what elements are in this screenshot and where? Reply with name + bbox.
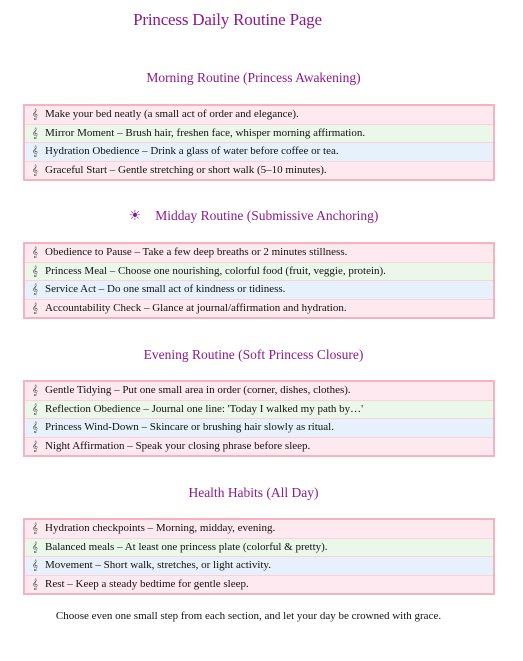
sun-icon: ☀ [128,209,142,224]
evening-routine-list [23,380,495,457]
list-item [25,142,493,161]
music-clef-icon: 𝄞 [32,422,38,433]
list-item [25,106,493,124]
midday-routine-list [23,242,495,319]
section-heading-evening [0,347,507,363]
list-item-text: Hydration checkpoints – Morning, midday, evening. [45,522,276,534]
list-item-text: Service Act – Do one small act of kindness or tidiness. [45,283,286,295]
morning-routine-list [23,104,495,181]
list-item [25,299,493,318]
list-item [25,244,493,262]
section-heading-text: Midday Routine (Submissive Anchoring) [155,208,379,223]
list-item [25,538,493,557]
list-item-text: Princess Wind-Down – Skincare or brushing hair slowly as ritual. [45,421,334,433]
list-item [25,124,493,143]
page-title: Princess Daily Routine Page [133,10,322,29]
list-item [25,400,493,419]
music-clef-icon: 𝄞 [32,284,38,295]
section-heading-midday [0,208,507,225]
list-item-text: Hydration Obedience – Drink a glass of water before coffee or tea. [45,145,339,157]
music-clef-icon: 𝄞 [32,109,38,120]
music-clef-icon: 𝄞 [32,265,38,277]
music-clef-icon: 𝄞 [32,127,38,139]
list-item-text: Princess Meal – Choose one nourishing, colorful food (fruit, veggie, protein). [45,264,386,277]
list-item-text: Gentle Tidying – Put one small area in order (corner, dishes, clothes). [45,384,351,396]
health-habits-list [23,518,495,595]
music-clef-icon: 𝄞 [32,578,38,590]
list-item [25,437,493,456]
music-clef-icon: 𝄞 [32,164,38,176]
music-clef-icon: 𝄞 [32,541,38,553]
music-clef-icon: 𝄞 [32,146,38,157]
section-heading-health [0,485,507,501]
music-clef-icon: 𝄞 [32,302,38,314]
list-item [25,575,493,594]
music-clef-icon: 𝄞 [32,403,38,415]
list-item-text: Night Affirmation – Speak your closing phrase before sleep. [45,439,311,452]
list-item [25,418,493,437]
list-item-text: Accountability Check – Glance at journal/affirmation and hydration. [45,301,347,314]
music-clef-icon: 𝄞 [32,247,38,258]
list-item-text: Mirror Moment – Brush hair, freshen face, whisper morning affirmation. [45,126,366,139]
list-item-text: Movement – Short walk, stretches, or light activity. [45,559,271,571]
list-item [25,280,493,299]
list-item [25,262,493,281]
music-clef-icon: 𝄞 [32,523,38,534]
list-item-text: Balanced meals – At least one princess plate (colorful & pretty). [45,540,328,553]
section-heading-text: Health Habits (All Day) [188,485,319,500]
closing-message: Choose even one small step from each section, and let your day be crowned with grace. [55,610,442,622]
list-item [25,556,493,575]
section-heading-text: Morning Routine (Princess Awakening) [146,70,361,85]
list-item-text: Obedience to Pause – Take a few deep breaths or 2 minutes stillness. [45,246,348,258]
list-item-text: Reflection Obedience – Journal one line: 'Today I walked my path by…' [45,402,364,415]
list-item [25,382,493,400]
list-item-text: Graceful Start – Gentle stretching or short walk (5–10 minutes). [45,163,327,176]
music-clef-icon: 𝄞 [32,560,38,571]
list-item-text: Make your bed neatly (a small act of order and elegance). [45,108,299,120]
music-clef-icon: 𝄞 [32,440,38,452]
section-heading-text: Evening Routine (Soft Princess Closure) [143,347,364,362]
music-clef-icon: 𝄞 [32,385,38,396]
list-item [25,520,493,538]
list-item [25,161,493,180]
section-heading-morning [0,70,507,86]
list-item-text: Rest – Keep a steady bedtime for gentle sleep. [45,577,249,590]
